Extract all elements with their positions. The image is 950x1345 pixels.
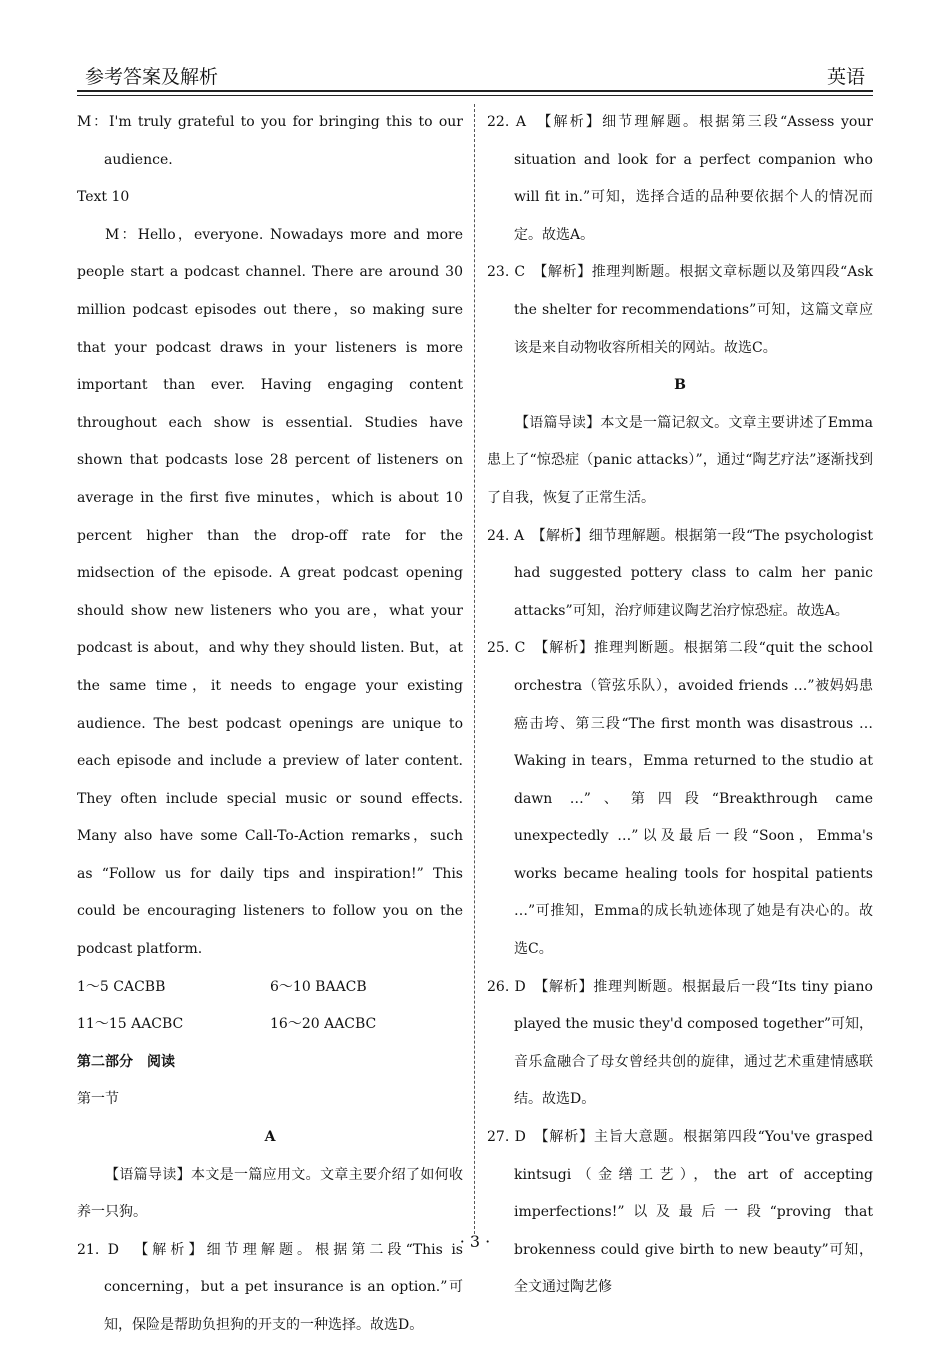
header-subject: 英语 <box>826 66 865 88</box>
answer-explanation: 25. C 【解析】推理判断题。根据第二段“quit the school orchestra（管弦乐队），avoided friends …”被妈妈患癌击垮、第三段“The first month was disastrous … Waking in tears，Emma returned to the studio at dawn …”、第四段“Breakthrough came unexpectedly …”以及最后一段“Soon，Emma's works became healing tools for hospital patients …”可推知，Emma的成长轨迹体现了她是有决心的。故选C。 <box>487 640 873 958</box>
passage-intro: 【语篇导读】本文是一篇记叙文。文章主要讲述了Emma患上了“惊恐症（panic attacks）”，通过“陶艺疗法”逐渐找到了自我，恢复了正常生活。 <box>487 414 873 506</box>
answer-group: 1～5 CACBB <box>77 978 166 995</box>
answer-explanation: 22. A 【解析】细节理解题。根据第三段“Assess your situation and look for a perfect companion who will fit in.”可知，选择合适的品种要依据个人的情况而定。故选A。 <box>487 114 873 243</box>
part-heading: 第二部分 阅读 <box>77 1053 175 1070</box>
passage-letter: A <box>264 1129 276 1146</box>
passage-letter: B <box>674 377 686 394</box>
page-number: · 3 · <box>459 1232 491 1251</box>
header-title: 参考答案及解析 <box>85 66 219 88</box>
transcript-line: M：I'm truly grateful to you for bringing this to our audience. <box>77 114 463 168</box>
section-heading: 第一节 <box>77 1091 119 1108</box>
answer-explanation: 21. D 【解析】细节理解题。根据第二段“This is concerning，but a pet insurance is an option.”可知，保险是帮助负担狗的开支的一种选择。故选D。 <box>77 1241 463 1333</box>
answer-group: 6～10 BAACB <box>270 978 367 995</box>
header-rule-thick <box>77 90 873 92</box>
answer-row <box>77 969 463 1007</box>
transcript-paragraph: M：Hello，everyone. Nowadays more and more people start a podcast channel. There are around 30 million podcast episodes out there，so making sure that your podcast draws in your listeners is more important than ever. Having engaging content throughout each show is essential. Studies have shown that podcasts lose 28 percent of listeners on average in the first five minutes，which is about 10 percent higher than the drop-off rate for the midsection of the episode. A great podcast opening should show new listeners who you are，what your podcast is about，and why they should listen. But，at the same time，it needs to engage your existing audience. The best podcast openings are unique to each episode and include a preview of later content. They often include special music or sound effects. Many also have some Call-To-Action remarks，such as “Follow us for daily tips and inspiration!” This could be encouraging listeners to follow you on the podcast platform. <box>77 226 463 958</box>
answer-explanation: 23. C 【解析】推理判断题。根据文章标题以及第四段“Ask the shelter for recommendations”可知，这篇文章应该是来自动物收容所相关的网站。故选C。 <box>487 264 873 356</box>
page-header <box>77 58 873 90</box>
answer-explanation: 26. D 【解析】推理判断题。根据最后一段“Its tiny piano played the music they'd composed together”可知，音乐盒融合了母女曾经共创的旋律，通过艺术重建情感联结。故选D。 <box>487 978 874 1108</box>
text-label: Text 10 <box>77 189 130 206</box>
left-column <box>77 104 463 1345</box>
column-divider <box>474 104 475 1234</box>
answer-group: 16～20 AACBC <box>270 1016 377 1033</box>
passage-intro: 【语篇导读】本文是一篇应用文。文章主要介绍了如何收养一只狗。 <box>77 1166 463 1221</box>
answer-explanation: 27. D 【解析】主旨大意题。根据第四段“You've grasped kintsugi（金缮工艺），the art of accepting imperfections!”以及最后一段“proving that brokenness could give birth to new beauty”可知，全文通过陶艺修 <box>487 1129 873 1296</box>
right-column <box>487 104 873 1307</box>
answer-explanation: 24. A 【解析】细节理解题。根据第一段“The psychologist had suggested pottery class to calm her panic attacks”可知，治疗师建议陶艺治疗惊恐症。故选A。 <box>487 527 873 619</box>
answer-row <box>77 1006 463 1044</box>
header-rule-thin <box>77 95 873 96</box>
answer-group: 11～15 AACBC <box>77 1016 184 1033</box>
